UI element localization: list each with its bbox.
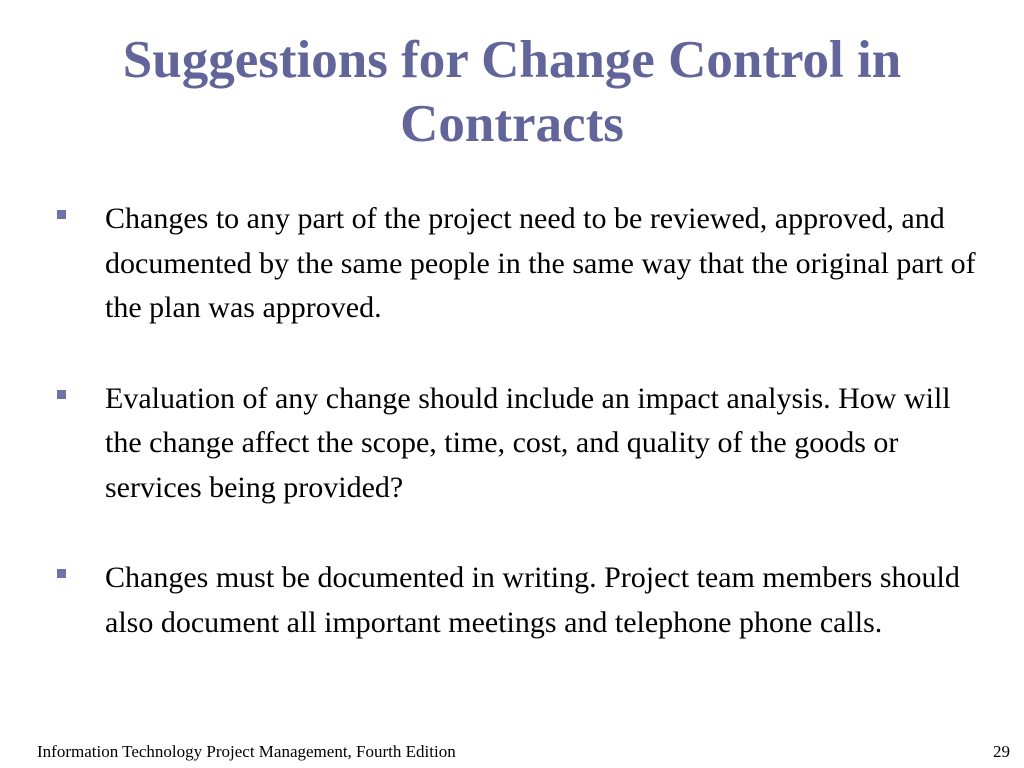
bullet-text: Changes to any part of the project need to be reviewed, approved, and documented by the same people in the same way that the original part of the plan was approved. (105, 202, 976, 324)
bullet-text: Evaluation of any change should include an impact analysis. How will the change affect the scope, time, cost, and quality of the goods or services being provided? (105, 381, 951, 504)
page-number: 29 (993, 742, 1010, 761)
bullet-list (0, 197, 1024, 691)
slide-title: Suggestions for Change Control in Contracts (122, 31, 902, 153)
footer-source: Information Technology Project Management, Fourth Edition (37, 742, 456, 761)
bullet-item (0, 377, 1024, 511)
bullet-item (0, 197, 1024, 331)
square-bullet-icon (57, 210, 66, 219)
square-bullet-icon (57, 390, 66, 399)
bullet-item (0, 556, 1024, 645)
bullet-text: Changes must be documented in writing. Project team members should also document all important meetings and telephone phone calls. (105, 561, 960, 639)
square-bullet-icon (57, 569, 66, 578)
